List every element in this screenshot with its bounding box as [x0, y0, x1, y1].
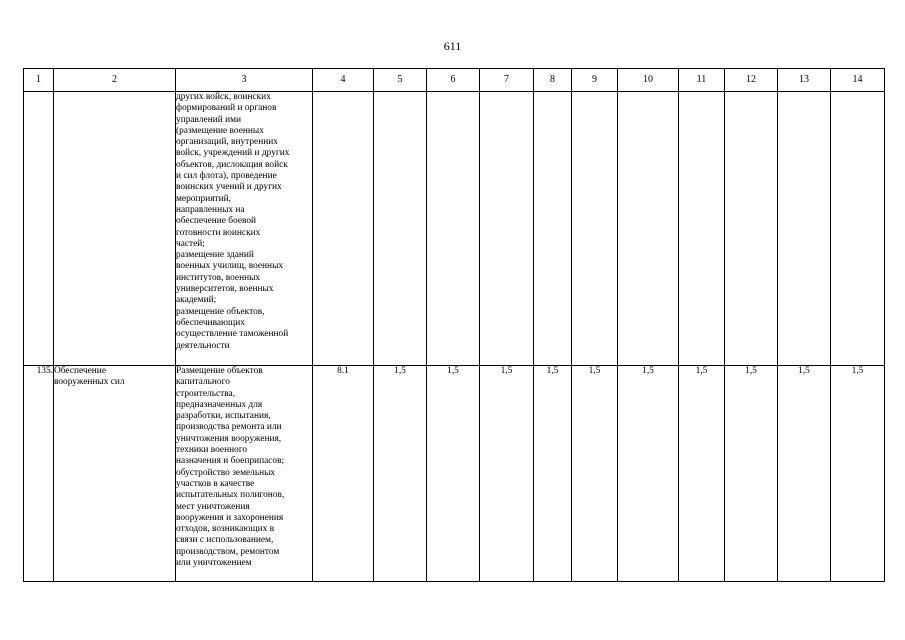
cell-code: [313, 92, 374, 366]
text-line: обеспечивающих: [176, 317, 245, 328]
text-line: строительства,: [176, 388, 236, 399]
column-header-3: 3: [176, 69, 313, 92]
text-line: производства ремонта или: [176, 422, 282, 433]
text-line: управлений ими: [176, 114, 242, 125]
text-line: вооруженных сил: [54, 377, 125, 388]
column-header-6: 6: [427, 69, 480, 92]
cell-value: 1,5: [534, 366, 572, 582]
text-line: участков в качестве: [176, 478, 255, 489]
cell-value: 1,5: [572, 366, 618, 582]
cell-value: 1,5: [374, 366, 427, 582]
text-line: разработки, испытания,: [176, 411, 271, 422]
text-line: мест уничтожения: [176, 501, 250, 512]
column-header-2: 2: [54, 69, 176, 92]
text-line: институтов, военных: [176, 272, 261, 283]
text-line: уничтожения вооружения,: [176, 433, 282, 444]
text-line: объектов, дислокация войск: [176, 159, 288, 170]
column-header-10: 10: [618, 69, 679, 92]
text-line: производством, ремонтом: [176, 546, 280, 557]
cell-number: [24, 92, 54, 366]
text-line: обеспечение боевой: [176, 216, 257, 227]
column-header-11: 11: [679, 69, 725, 92]
cell-value: [427, 92, 480, 366]
cell-value: [618, 92, 679, 366]
cell-value: 1,5: [725, 366, 778, 582]
text-line: техники военного: [176, 445, 248, 456]
text-line: отходов, возникающих в: [176, 524, 275, 535]
text-line: академий;: [176, 295, 217, 306]
cell-value: [534, 92, 572, 366]
column-header-8: 8: [534, 69, 572, 92]
column-header-12: 12: [725, 69, 778, 92]
text-line: и сил флота), проведение: [176, 171, 277, 182]
text-line: частей;: [176, 238, 205, 249]
cell-value: 1,5: [778, 366, 831, 582]
column-header-13: 13: [778, 69, 831, 92]
text-line: осуществление таможенной: [176, 329, 289, 340]
text-line: вооружения и захоронения: [176, 512, 284, 523]
cell-value: [831, 92, 885, 366]
text-line: предназначенных для: [176, 399, 263, 410]
cell-value: [480, 92, 534, 366]
text-line: назначения и боеприпасов;: [176, 456, 285, 467]
cell-value: [374, 92, 427, 366]
text-line: деятельности: [176, 340, 230, 351]
table-row-135: [24, 366, 885, 582]
text-line: воинских учений и других: [176, 182, 282, 193]
column-header-7: 7: [480, 69, 534, 92]
column-header-4: 4: [313, 69, 374, 92]
text-line: испытательных полигонов,: [176, 490, 285, 501]
text-line: капитального: [176, 377, 230, 388]
table-row-continuation: [24, 92, 885, 366]
text-line: Размещение объектов: [176, 366, 263, 376]
cell-value: [778, 92, 831, 366]
text-line: мероприятий,: [176, 193, 231, 204]
text-line: формирований и органов: [176, 103, 277, 114]
text-line: организаций, внутренних: [176, 137, 278, 148]
cell-number: 135.: [24, 366, 54, 582]
cell-value: 1,5: [831, 366, 885, 582]
column-header-1: 1: [24, 69, 54, 92]
cell-value: [679, 92, 725, 366]
cell-description: [176, 366, 313, 582]
text-line: обустройство земельных: [176, 467, 276, 478]
regulation-table: [23, 68, 885, 582]
text-line: размещение объектов,: [176, 306, 265, 317]
cell-value: 1,5: [480, 366, 534, 582]
cell-value: 1,5: [427, 366, 480, 582]
text-line: связи с использованием,: [176, 535, 274, 546]
text-line: размещение зданий: [176, 250, 254, 261]
text-line: готовности воинских: [176, 227, 261, 238]
column-header-9: 9: [572, 69, 618, 92]
column-header-5: 5: [374, 69, 427, 92]
cell-description: [176, 92, 313, 366]
text-line: Обеспечение: [54, 366, 106, 376]
text-line: или уничтожением: [176, 558, 252, 569]
text-line: направленных на: [176, 204, 245, 215]
text-line: войск, учреждений и других: [176, 148, 290, 159]
cell-value: 1,5: [679, 366, 725, 582]
page-number: 611: [443, 39, 462, 53]
cell-value: [572, 92, 618, 366]
cell-code: 8.1: [313, 366, 374, 582]
text-line: военных училищ, военных: [176, 261, 284, 272]
header-row: [24, 69, 885, 92]
text-line: (размещение военных: [176, 125, 264, 136]
text-line: университетов, военных: [176, 284, 274, 295]
cell-value: [725, 92, 778, 366]
cell-name: [54, 92, 176, 366]
column-header-14: 14: [831, 69, 885, 92]
cell-name: [54, 366, 176, 582]
text-line: других войск, воинских: [176, 92, 271, 102]
cell-value: 1,5: [618, 366, 679, 582]
